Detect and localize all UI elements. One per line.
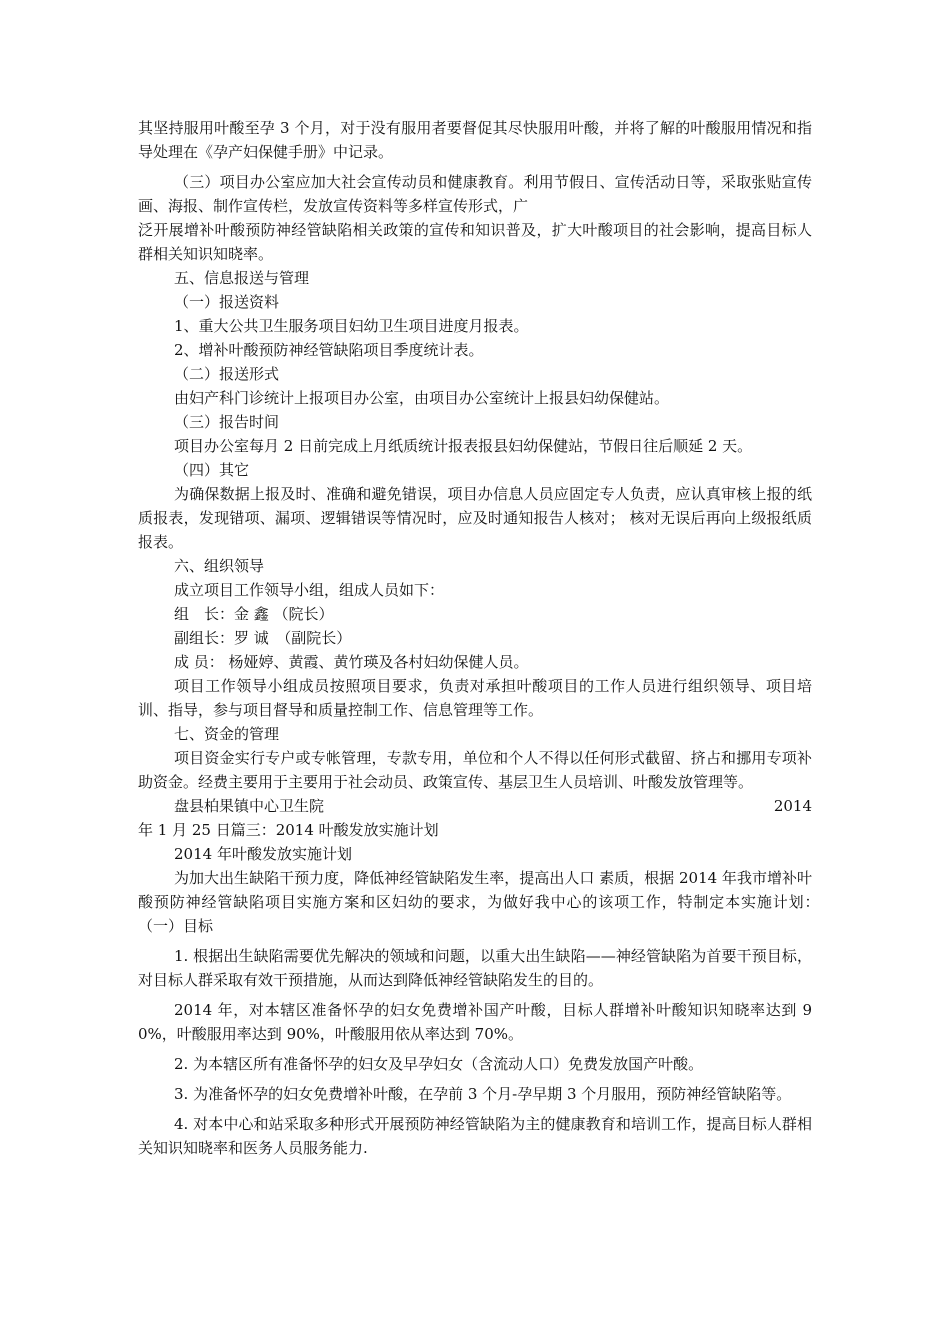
paragraph: 项目资金实行专户或专帐管理，专款专用，单位和个人不得以任何形式截留、挤占和挪用专项补助资金。经费主要用于主要用于社会动员、政策宣传、基层卫生人员培训、叶酸发放管理等。 [138,749,812,791]
paragraph: 1. 根据出生缺陷需要优先解决的领域和问题，以重大出生缺陷——神经管缺陷为首要干预目标，对目标人群采取有效干预措施，从而达到降低神经管缺陷发生的目的。 [138,947,812,989]
leader-line: 组 长：金 鑫 （院长） [174,605,334,623]
members-line: 成 员： 杨娅婷、黄霞、黄竹瑛及各村妇幼保健人员。 [174,653,529,671]
signature-line [138,794,812,818]
paragraph: 其坚持服用叶酸至孕 3 个月，对于没有服用者要督促其尽快服用叶酸，并将了解的叶酸服用情况和指导处理在《孕产妇保健手册》中记录。 [138,119,812,161]
document-title: 2014 年叶酸发放实施计划 [174,845,352,863]
section-heading: 七、资金的管理 [174,725,280,743]
subsection-heading: （二）报送形式 [174,365,280,383]
document-body [138,116,843,1160]
signature-org: 盘县柏果镇中心卫生院 [174,797,325,815]
paragraph: 2. 为本辖区所有准备怀孕的妇女及早孕妇女（含流动人口）免费发放国产叶酸。 [174,1055,704,1073]
paragraph: 年 1 月 25 日篇三：2014 叶酸发放实施计划 [138,821,439,839]
paragraph: 1、重大公共卫生服务项目妇幼卫生项目进度月报表。 [174,317,529,335]
subsection-heading: （一）报送资料 [174,293,280,311]
paragraph: 项目工作领导小组成员按照项目要求，负责对承担叶酸项目的工作人员进行组织领导、项目培训、指导，参与项目督导和质量控制工作、信息管理等工作。 [138,677,812,719]
paragraph: 泛开展增补叶酸预防神经管缺陷相关政策的宣传和知识普及，扩大叶酸项目的社会影响，提高目标人群相关知识知晓率。 [138,221,812,263]
signature-year: 2014 [773,797,812,815]
subsection-heading: （四）其它 [174,461,250,479]
paragraph: 2、增补叶酸预防神经管缺陷项目季度统计表。 [174,341,484,359]
section-heading: 五、信息报送与管理 [174,269,310,287]
paragraph: 项目办公室每月 2 日前完成上月纸质统计报表报县妇幼保健站，节假日往后顺延 2 天。 [174,437,753,455]
section-heading: 六、组织领导 [174,557,265,575]
paragraph: 3. 为准备怀孕的妇女免费增补叶酸，在孕前 3 个月-孕早期 3 个月服用，预防神经管缺陷等。 [174,1085,792,1103]
paragraph: （三）项目办公室应加大社会宣传动员和健康教育。利用节假日、宣传活动日等，采取张贴宣传画、海报、制作宣传栏，发放宣传资料等多样宣传形式，广 [138,173,812,215]
paragraph: 2014 年，对本辖区准备怀孕的妇女免费增补国产叶酸，目标人群增补叶酸知识知晓率达到 90%，叶酸服用率达到 90%，叶酸服用依从率达到 70%。 [138,1001,812,1043]
paragraph: 由妇产科门诊统计上报项目办公室，由项目办公室统计上报县妇幼保健站。 [174,389,670,407]
paragraph: 成立项目工作领导小组，组成人员如下： [174,581,445,599]
deputy-leader-line: 副组长：罗 诚 （副院长） [174,629,352,647]
paragraph: 为加大出生缺陷干预力度，降低神经管缺陷发生率，提高出人口 素质，根据 2014 年我市增补叶酸预防神经管缺陷项目实施方案和区妇幼的要求，为做好我中心的该项工作，特制定本实施计划： （一）目标 [138,869,843,935]
paragraph: 为确保数据上报及时、准确和避免错误，项目办信息人员应固定专人负责，应认真审核上报的纸质报表，发现错项、漏项、逻辑错误等情况时，应及时通知报告人核对； 核对无误后再向上级报纸质报表。 [138,485,812,551]
paragraph: 4. 对本中心和站采取多种形式开展预防神经管缺陷为主的健康教育和培训工作，提高目标人群相关知识知晓率和医务人员服务能力. [138,1115,812,1157]
subsection-heading: （三）报告时间 [174,413,280,431]
